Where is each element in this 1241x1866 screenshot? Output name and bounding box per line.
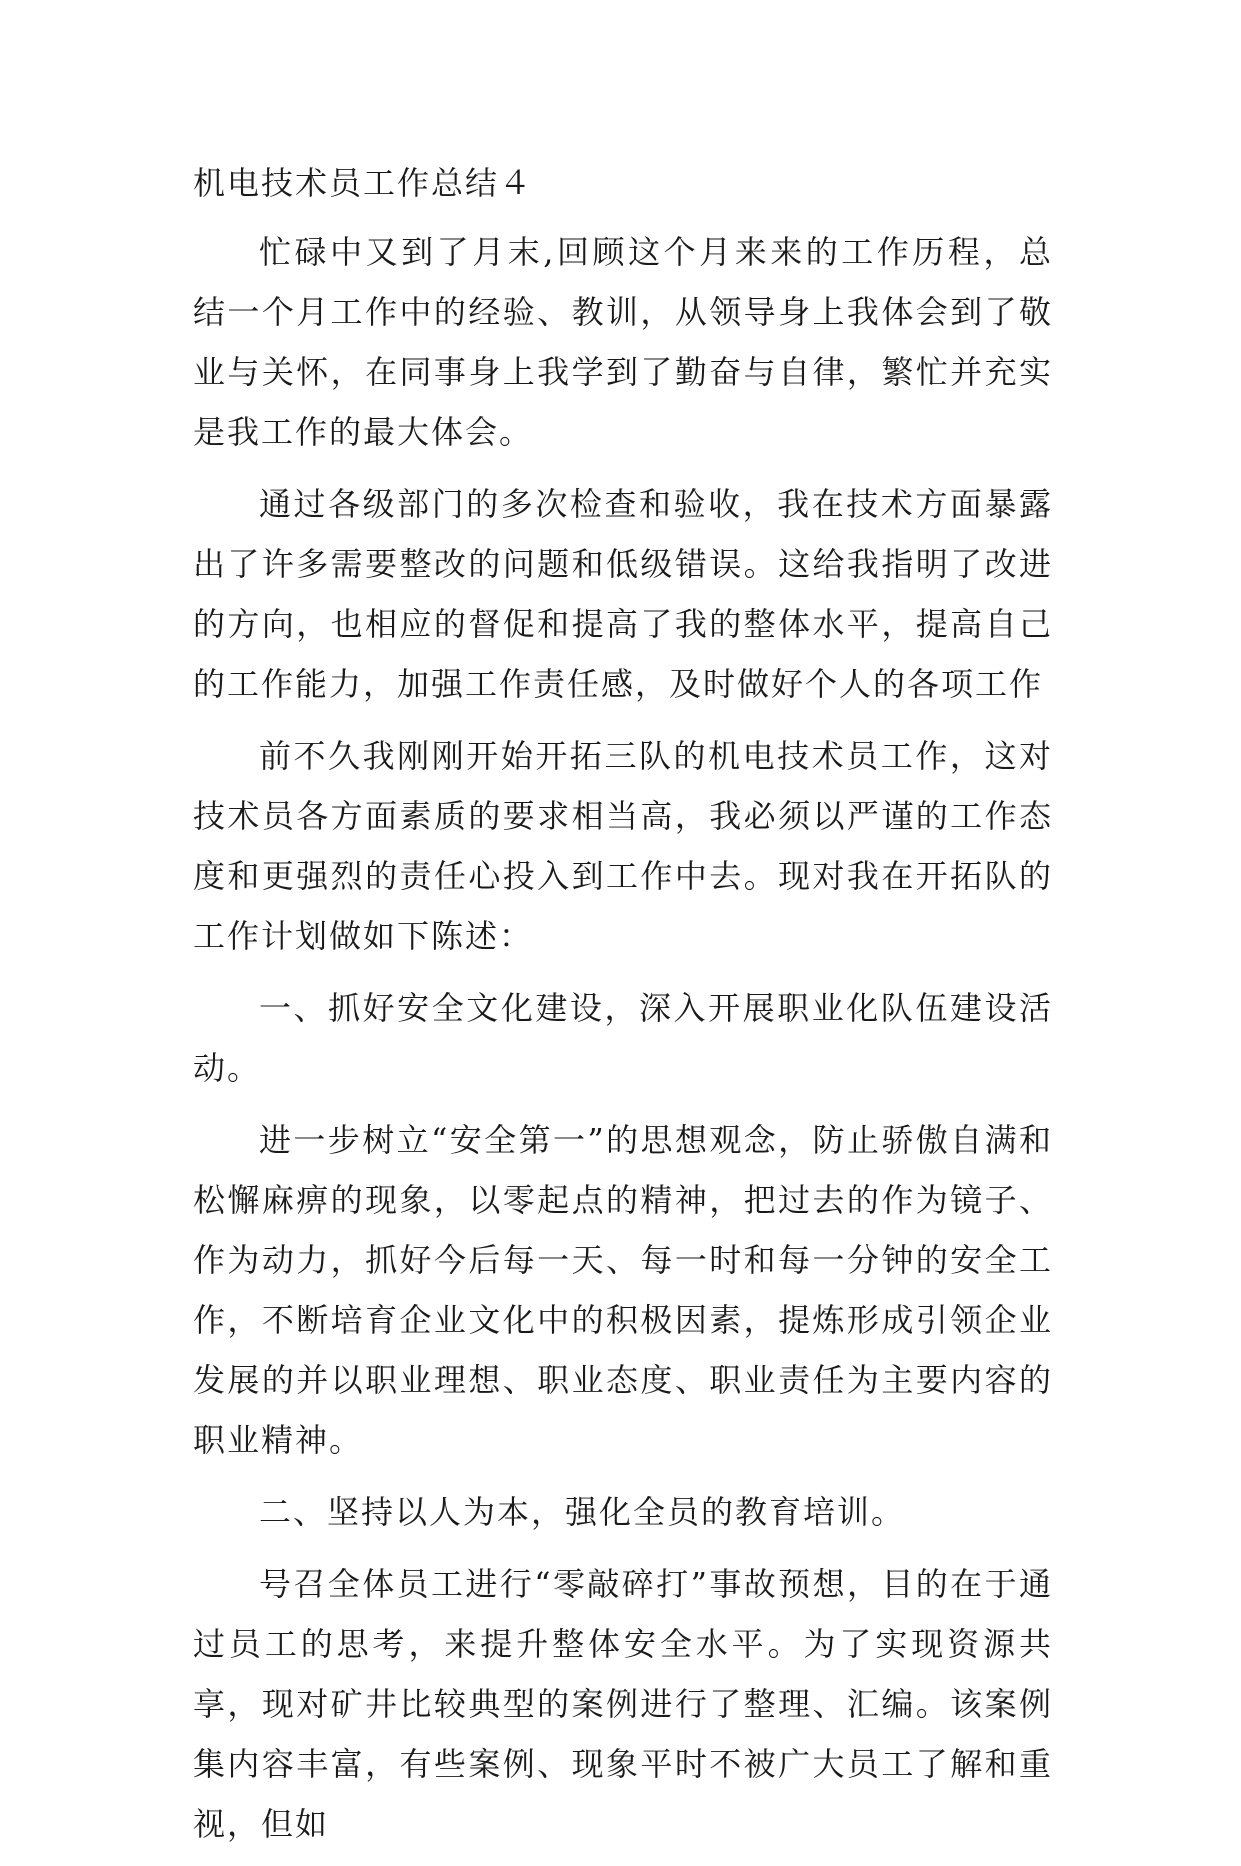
section-heading-safety-culture: 一、抓好安全文化建设，深入开展职业化队伍建设活动。 xyxy=(193,989,1053,1087)
paragraph-accident-prediction: 号召全体员工进行“零敲碎打”事故预想，目的在于通过员工的思考，来提升整体安全水平。为了实现资源共享，现对矿井比较典型的案例进行了整理、汇编。该案例集内容丰富，有些案例、现象平时不被广大员工了解和重视，但如 xyxy=(193,1565,1053,1843)
document-title: 机电技术员工作总结４ xyxy=(193,164,534,202)
document-body xyxy=(193,162,1053,1866)
paragraph-new-role: 前不久我刚刚开始开拓三队的机电技术员工作，这对技术员各方面素质的要求相当高，我必须以严谨的工作态度和更强烈的责任心投入到工作中去。现对我在开拓队的工作计划做如下陈述： xyxy=(193,737,1053,955)
section-heading-training: 二、坚持以人为本，强化全员的教育培训。 xyxy=(259,1493,906,1531)
paragraph-safety-first: 进一步树立“安全第一”的思想观念，防止骄傲自满和松懈麻痹的现象，以零起点的精神，把过去的作为镜子、作为动力，抓好今后每一天、每一时和每一分钟的安全工作，不断培育企业文化中的积极因素，提炼形成引领企业发展的并以职业理想、职业态度、职业责任为主要内容的职业精神。 xyxy=(193,1121,1053,1459)
paragraph-summary-intro: 忙碌中又到了月末,回顾这个月来来的工作历程，总结一个月工作中的经验、教训，从领导身上我体会到了敬业与关怀，在同事身上我学到了勤奋与自律，繁忙并充实是我工作的最大体会。 xyxy=(193,233,1053,451)
paragraph-inspection: 通过各级部门的多次检查和验收，我在技术方面暴露出了许多需要整改的问题和低级错误。这给我指明了改进的方向，也相应的督促和提高了我的整体水平，提高自己的工作能力，加强工作责任感，及时做好个人的各项工作 xyxy=(193,485,1053,703)
